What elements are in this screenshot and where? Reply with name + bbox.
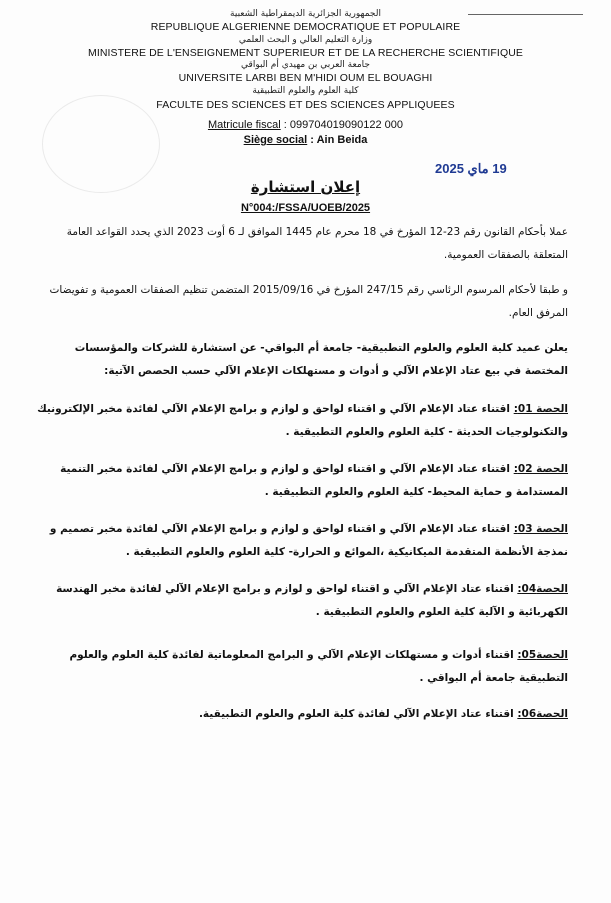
- matricule-label: Matricule fiscal: [207, 119, 281, 131]
- siege-social: [0, 134, 611, 146]
- lot-1-label: الحصة 01:: [513, 403, 568, 415]
- lot-2-text: اقتناء عتاد الإعلام الآلي و اقتناء لواحق و لوازم و برامج الإعلام الآلي لفائدة مخبر التنمية المستدامة و حماية المحيط- كلية العلوم والعلوم التطبيقية .: [60, 463, 568, 498]
- lot-3-text: اقتناء عتاد الإعلام الآلي و اقتناء لواحق و لوازم و برامج الإعلام الآلي لفائدة مخبر تصميم و نمذجة الأنظمة المتقدمة الميكانيكية ،الموائع و الحرارة- كلية العلوم والعلوم التطبيقية .: [49, 523, 568, 558]
- matricule-value: : 099704019090122 000: [283, 119, 404, 131]
- header-faculty-ar: كلية العلوم والعلوم التطبيقية: [252, 86, 359, 96]
- lot-4-text: اقتناء عتاد الإعلام الآلي و اقتناء لواحق و لوازم و برامج الإعلام الآلي لفائدة مخبر الهندسة الكهربائية و الآلية كلية العلوم والعلوم التطبيقية .: [56, 583, 568, 618]
- announcement-title-text: إعلان استشارة: [250, 178, 361, 196]
- lot-5-label: الحصة05:: [517, 649, 568, 661]
- lot-5-text: اقتناء أدوات و مستهلكات الإعلام الآلي و البرامج المعلوماتية لفائدة كلية العلوم والعلوم التطبيقية جامعة أم البواقي .: [69, 649, 568, 684]
- paragraph-announcement: يعلن عميد كلية العلوم والعلوم التطبيقية- جامعة أم البواقي- عن استشارة للشركات والمؤسسات المختصة في بيع عتاد الإعلام الآلي و أدوات و مستهلكات الإعلام الآلي حسب الحصص الآتية:: [74, 342, 568, 377]
- reference-number: [0, 202, 611, 214]
- paragraph-law: عملا بأحكام القانون رقم 23-12 المؤرخ في 18 محرم عام 1445 الموافق لـ 6 أوت 2023 الذي يحدد القواعد العامة المتعلقة بالصفقات العمومية.: [66, 226, 568, 261]
- lot-3: [36, 518, 568, 564]
- lot-4-label: الحصة04:: [517, 583, 568, 595]
- lot-6: [36, 703, 568, 726]
- lot-2: [36, 458, 568, 504]
- lot-2-label: الحصة 02:: [513, 463, 568, 475]
- header-republic-ar: الجمهورية الجزائرية الديمقراطية الشعبية: [230, 9, 381, 19]
- lot-3-label: الحصة 03:: [513, 523, 568, 535]
- document-date: 19 ماي 2025: [435, 161, 507, 176]
- lot-5: [36, 644, 568, 690]
- header-university-fr: UNIVERSITE LARBI BEN M'HIDI OUM EL BOUAGHI: [178, 72, 433, 84]
- header-faculty-fr: FACULTE DES SCIENCES ET DES SCIENCES APPLIQUEES: [156, 99, 455, 111]
- header-rule: [468, 14, 583, 15]
- lot-4: [36, 578, 568, 624]
- matricule-fiscal: [0, 119, 611, 131]
- header-ministry-ar: وزارة التعليم العالي و البحث العلمي: [238, 35, 373, 45]
- header-university-ar: جامعة العربي بن مهيدي أم البواقي: [241, 60, 370, 70]
- lot-6-text: اقتناء عتاد الإعلام الآلي لفائدة كلية العلوم والعلوم التطبيقية.: [198, 708, 518, 720]
- header-republic-fr: REPUBLIQUE ALGERIENNE DEMOCRATIQUE ET POPULAIRE: [150, 21, 461, 33]
- lot-1-text: اقتناء عتاد الإعلام الآلي و اقتناء لواحق و لوازم و برامج الإعلام الآلي لفائدة مخبر الإلكترونيك والتكنولوجيات الحديثة - كلية العلوم والعلوم التطبيقية .: [37, 403, 568, 438]
- reference-number-text: N°004:/FSSA/UOEB/2025: [240, 202, 371, 214]
- siege-label: Siège social: [243, 134, 308, 146]
- header-ministry-fr: MINISTERE DE L'ENSEIGNEMENT SUPERIEUR ET DE LA RECHERCHE SCIENTIFIQUE: [87, 47, 523, 59]
- lot-1: [36, 398, 568, 444]
- announcement-title: [0, 178, 611, 196]
- siege-value: : Ain Beida: [310, 134, 368, 146]
- paragraph-decree: و طبقا لأحكام المرسوم الرئاسي رقم 247/15 المؤرخ في 2015/09/16 المتضمن تنظيم الصفقات العمومية و تفويضات المرفق العام.: [49, 284, 568, 319]
- lot-6-label: الحصة06:: [517, 708, 568, 720]
